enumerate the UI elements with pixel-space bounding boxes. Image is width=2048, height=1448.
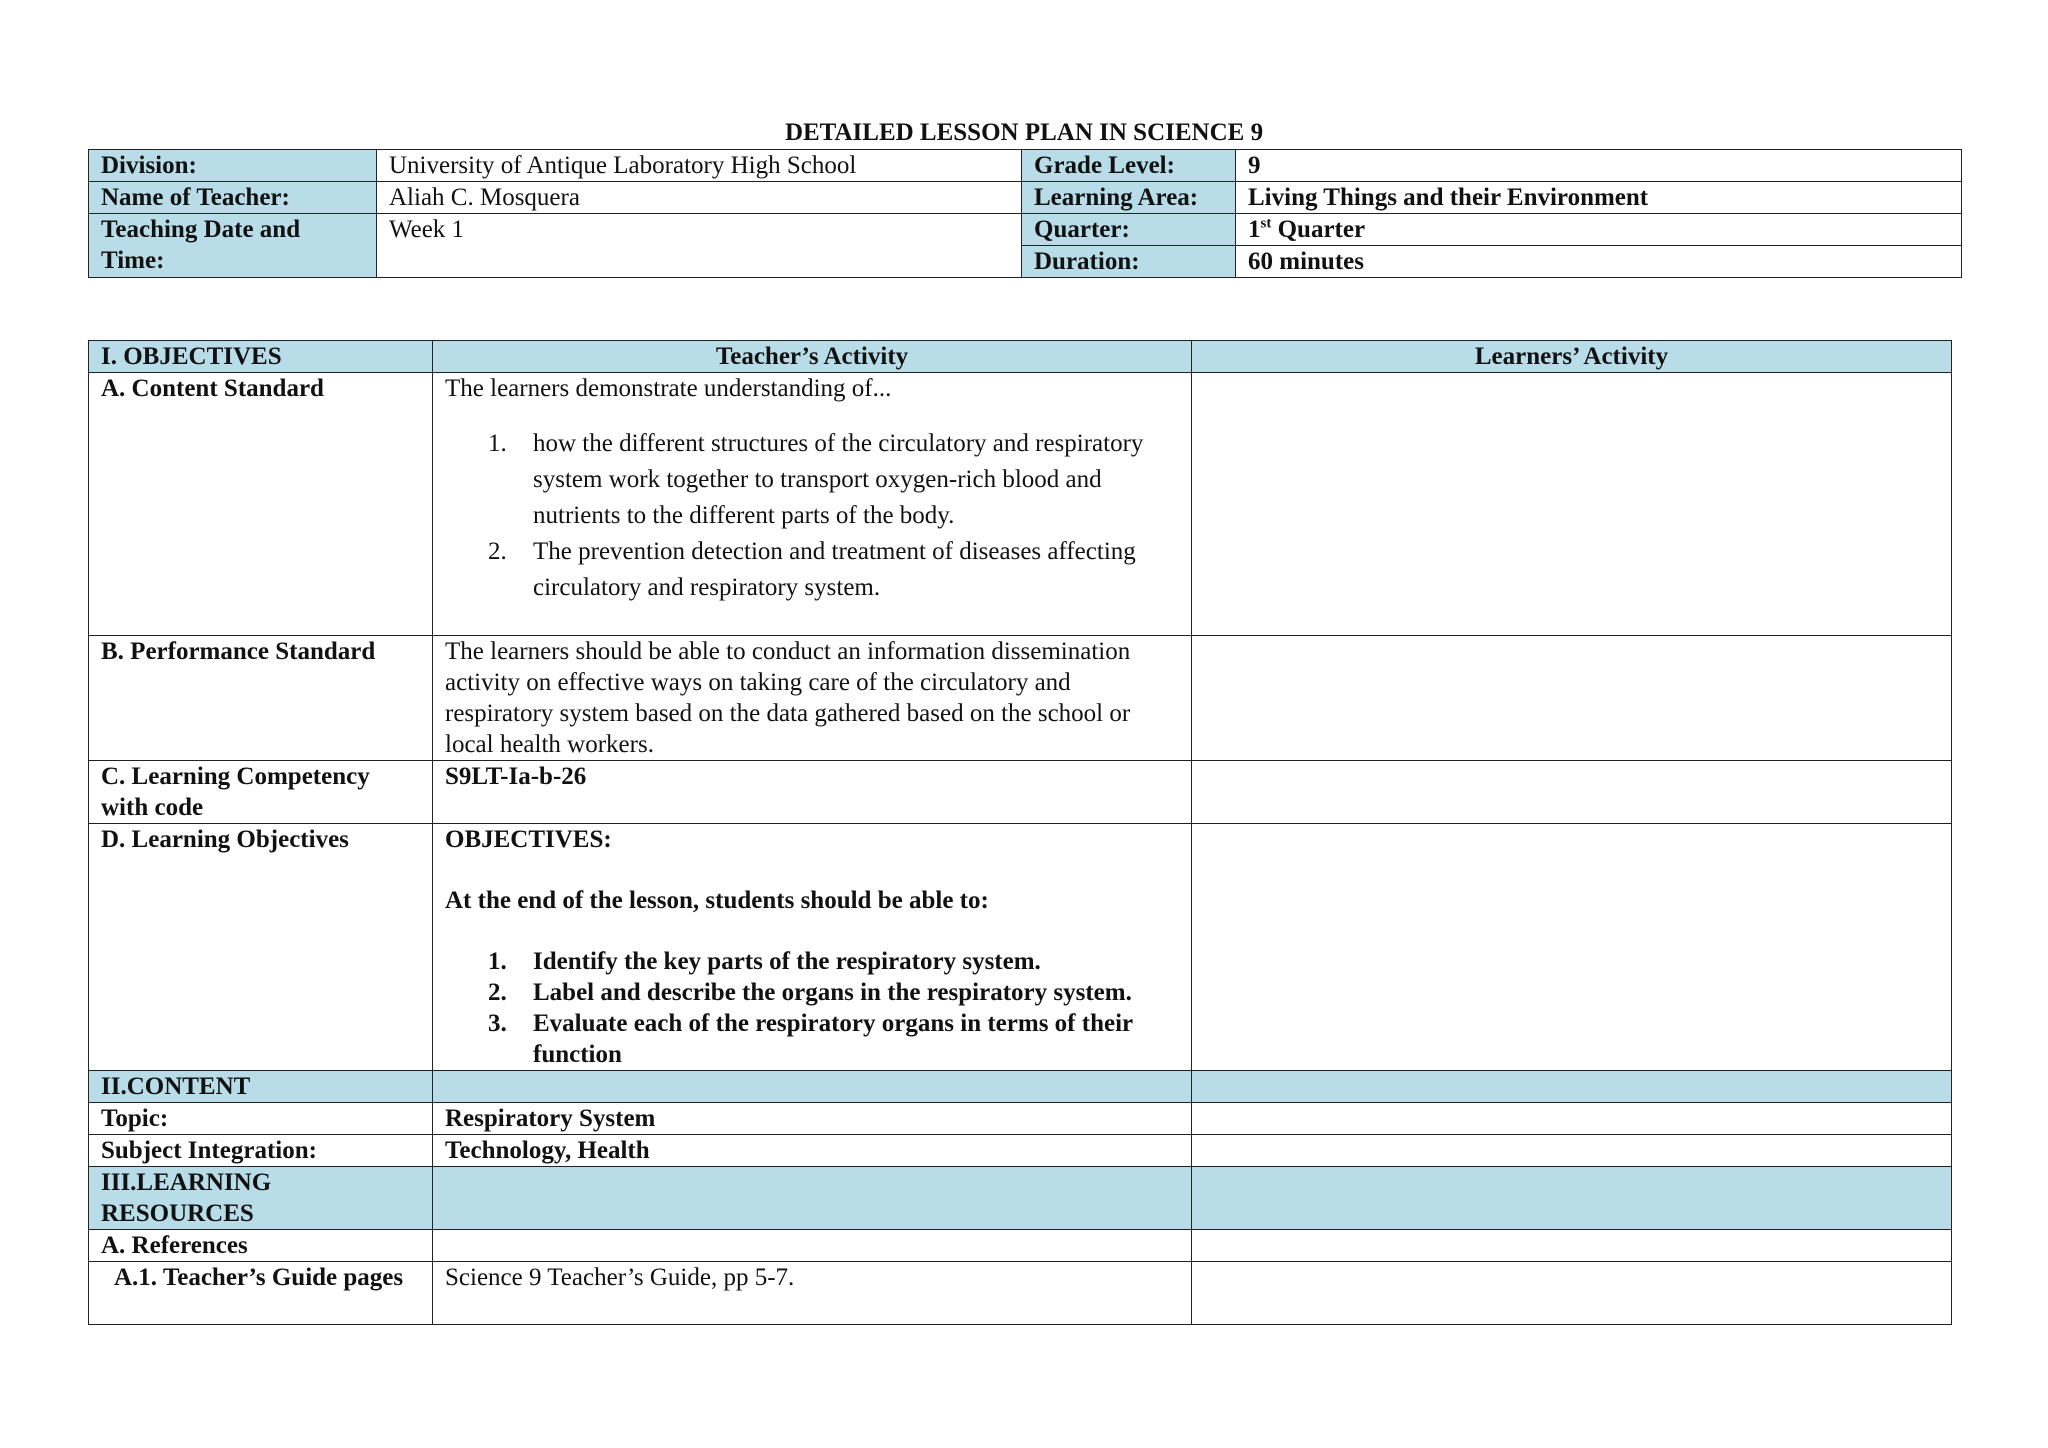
content-standard-list	[445, 426, 1179, 606]
division-value: University of Antique Laboratory High School	[377, 150, 1022, 182]
teachers-guide-label-text: A.1. Teacher’s Guide pages	[114, 1264, 404, 1291]
list-item	[445, 946, 1179, 977]
content-section-empty	[433, 1071, 1192, 1103]
content-standard-learners-cell	[1192, 373, 1952, 636]
quarter-number: 1	[1248, 216, 1261, 243]
list-item	[445, 1008, 1179, 1070]
division-label: Division:	[89, 150, 377, 182]
learning-area-label: Learning Area:	[1022, 182, 1236, 214]
list-item-number: 2.	[488, 538, 507, 565]
content-standard-label: A. Content Standard	[89, 373, 433, 636]
references-empty	[433, 1230, 1192, 1262]
quarter-suffix: st	[1260, 215, 1272, 232]
competency-label: C. Learning Competency with code	[89, 761, 433, 824]
quarter-value	[1236, 214, 1962, 246]
content-standard-intro: The learners demonstrate understanding of...	[445, 375, 892, 402]
learning-objectives-cell	[433, 824, 1192, 1071]
teachers-guide-value: Science 9 Teacher’s Guide, pp 5-7.	[433, 1262, 1192, 1325]
references-learners-cell	[1192, 1230, 1952, 1262]
integration-learners-cell	[1192, 1135, 1952, 1167]
list-item	[445, 534, 1179, 606]
list-item-text: Label and describe the organs in the respiratory system.	[533, 979, 1132, 1006]
grade-level-value: 9	[1236, 150, 1962, 182]
references-label: A. References	[89, 1230, 433, 1262]
list-item-text: Identify the key parts of the respiratory system.	[533, 948, 1041, 975]
teachers-guide-row	[89, 1262, 1952, 1325]
teacher-row	[89, 182, 1962, 214]
lesson-plan-table	[88, 340, 1952, 1325]
integration-row	[89, 1135, 1952, 1167]
resources-section-row	[89, 1167, 1952, 1230]
performance-standard-text: The learners should be able to conduct an information dissemination activity on effective ways on taking care of the circulatory and respiratory system based on the data gathered based on the school or local health workers.	[433, 636, 1192, 761]
integration-value: Technology, Health	[433, 1135, 1192, 1167]
objectives-header-row	[89, 341, 1952, 373]
objectives-heading: OBJECTIVES:	[445, 826, 612, 853]
competency-learners-cell	[1192, 761, 1952, 824]
list-item	[445, 426, 1179, 534]
performance-standard-learners-cell	[1192, 636, 1952, 761]
teaching-date-label: Teaching Date and Time:	[89, 214, 377, 278]
learning-area-value: Living Things and their Environment	[1236, 182, 1962, 214]
list-item	[445, 977, 1179, 1008]
lesson-info-table	[88, 149, 1962, 278]
content-section-empty	[1192, 1071, 1952, 1103]
list-item-number: 2.	[488, 979, 507, 1006]
competency-row	[89, 761, 1952, 824]
document-title: DETAILED LESSON PLAN IN SCIENCE 9	[784, 119, 1264, 146]
learners-activity-header: Learners’ Activity	[1192, 341, 1952, 373]
integration-label: Subject Integration:	[89, 1135, 433, 1167]
objectives-intro: At the end of the lesson, students should be able to:	[445, 887, 989, 914]
content-section-row	[89, 1071, 1952, 1103]
content-standard-cell	[433, 373, 1192, 636]
objectives-list	[445, 946, 1179, 1070]
list-item-number: 3.	[488, 1010, 507, 1037]
teacher-value: Aliah C. Mosquera	[377, 182, 1022, 214]
teachers-guide-label	[89, 1262, 433, 1325]
teachers-activity-header: Teacher’s Activity	[433, 341, 1192, 373]
resources-section-empty	[433, 1167, 1192, 1230]
performance-standard-label: B. Performance Standard	[89, 636, 433, 761]
quarter-word: Quarter	[1271, 216, 1366, 243]
quarter-row	[89, 214, 1962, 246]
competency-code: S9LT-Ia-b-26	[433, 761, 1192, 824]
division-row	[89, 150, 1962, 182]
topic-label: Topic:	[89, 1103, 433, 1135]
list-item-number: 1.	[488, 948, 507, 975]
list-item-text: The prevention detection and treatment of diseases affecting circulatory and respiratory system.	[533, 538, 1136, 601]
duration-label: Duration:	[1022, 246, 1236, 278]
content-section-header: II.CONTENT	[89, 1071, 433, 1103]
teacher-label: Name of Teacher:	[89, 182, 377, 214]
list-item-text: Evaluate each of the respiratory organs in terms of their function	[533, 1010, 1133, 1068]
objectives-header: I. OBJECTIVES	[89, 341, 433, 373]
grade-level-label: Grade Level:	[1022, 150, 1236, 182]
teaching-date-value: Week 1	[377, 214, 1022, 278]
references-row	[89, 1230, 1952, 1262]
list-item-number: 1.	[488, 430, 507, 457]
learning-objectives-row	[89, 824, 1952, 1071]
resources-section-header: III.LEARNING RESOURCES	[89, 1167, 433, 1230]
teachers-guide-learners-cell	[1192, 1262, 1952, 1325]
duration-value: 60 minutes	[1236, 246, 1962, 278]
quarter-label: Quarter:	[1022, 214, 1236, 246]
resources-section-empty	[1192, 1167, 1952, 1230]
topic-row	[89, 1103, 1952, 1135]
learning-objectives-label: D. Learning Objectives	[89, 824, 433, 1071]
performance-standard-row	[89, 636, 1952, 761]
topic-learners-cell	[1192, 1103, 1952, 1135]
learning-objectives-learners-cell	[1192, 824, 1952, 1071]
list-item-text: how the different structures of the circulatory and respiratory system work together to transport oxygen-rich blood and nutrients to the different parts of the body.	[533, 430, 1144, 529]
topic-value: Respiratory System	[433, 1103, 1192, 1135]
content-standard-row	[89, 373, 1952, 636]
